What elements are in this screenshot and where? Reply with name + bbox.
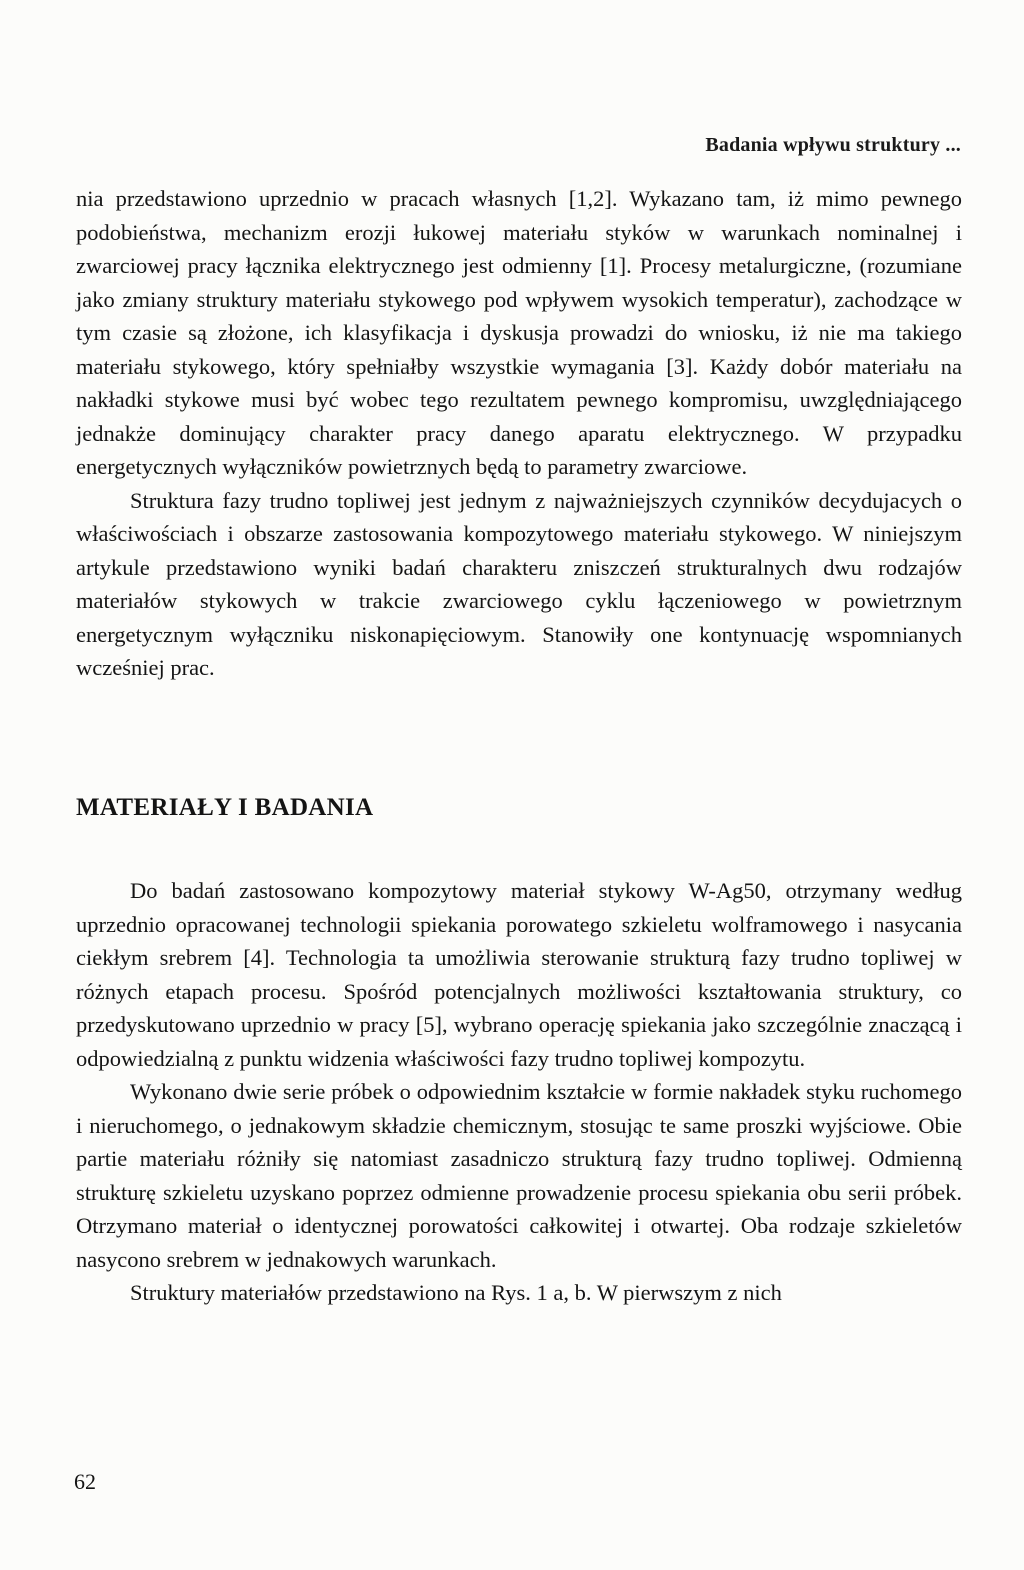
paragraph: nia przedstawiono uprzednio w pracach własnych [1,2]. Wykazano tam, iż mimo pewnego podobieństwa, mechanizm erozji łukowej materiału styków w warunkach nominalnej i zwarciowej pracy łącznika elektrycznego jest odmienny [1]. Procesy metalurgiczne, (rozumiane jako zmiany struktury materiału stykowego pod wpływem wysokich temperatur), zachodzące w tym czasie są złożone, ich klasyfikacja i dyskusja prowadzi do wniosku, iż nie ma takiego materiału stykowego, który spełniałby wszystkie wymagania [3]. Każdy dobór materiału na nakładki stykowe musi być wobec tego rezultatem pewnego kompromisu, uwzględniającego jednakże dominujący charakter pracy danego aparatu elektrycznego. W przypadku energetycznych wyłączników powietrznych będą to parametry zwarciowe. <box>76 186 962 479</box>
paragraph: Do badań zastosowano kompozytowy materiał stykowy W-Ag50, otrzymany według uprzednio opracowanej technologii spiekania porowatego szkieletu wolframowego i nasycania ciekłym srebrem [4]. Technologia ta umożliwia sterowanie strukturą fazy trudno topliwej w różnych etapach procesu. Spośród potencjalnych możliwości kształtowania struktury, co przedyskutowano uprzednio w pracy [5], wybrano operację spiekania jako szczególnie znaczącą i odpowiedzialną z punktu widzenia właściwości fazy trudno topliwej kompozytu. <box>76 878 962 1071</box>
paragraph: Wykonano dwie serie próbek o odpowiednim kształcie w formie nakładek styku ruchomego i nieruchomego, o jednakowym składzie chemicznym, stosując te same proszki wyjściowe. Obie partie materiału różniły się natomiast zasadniczo strukturą fazy trudno topliwej. Odmienną strukturę szkieletu uzyskano poprzez odmienne prowadzenie procesu spiekania obu serii próbek. Otrzymano materiał o identycznej porowatości całkowitej i otwartej. Oba rodzaje szkieletów nasycono srebrem w jednakowych warunkach. <box>76 1079 962 1272</box>
paragraph: Struktura fazy trudno topliwej jest jednym z najważniejszych czynników decydujacych o właściwościach i obszarze zastosowania kompozytowego materiału stykowego. W niniejszym artykule przedstawiono wyniki badań charakteru zniszczeń strukturalnych dwu rodzajów materiałów stykowych w trakcie zwarciowego cyklu łączeniowego w powietrznym energetycznym wyłączniku niskonapięciowym. Stanowiły one kontynuację wspomnianych wcześniej prac. <box>76 487 962 680</box>
section-text-block <box>76 874 962 1310</box>
page-number: 62 <box>74 1469 96 1494</box>
paragraph: Struktury materiałów przedstawiono na Rys. 1 a, b. W pierwszym z nich <box>130 1280 782 1305</box>
section-heading: MATERIAŁY I BADANIA <box>76 794 374 821</box>
intro-text-block <box>76 182 962 685</box>
running-header: Badania wpływu struktury ... <box>705 134 961 156</box>
